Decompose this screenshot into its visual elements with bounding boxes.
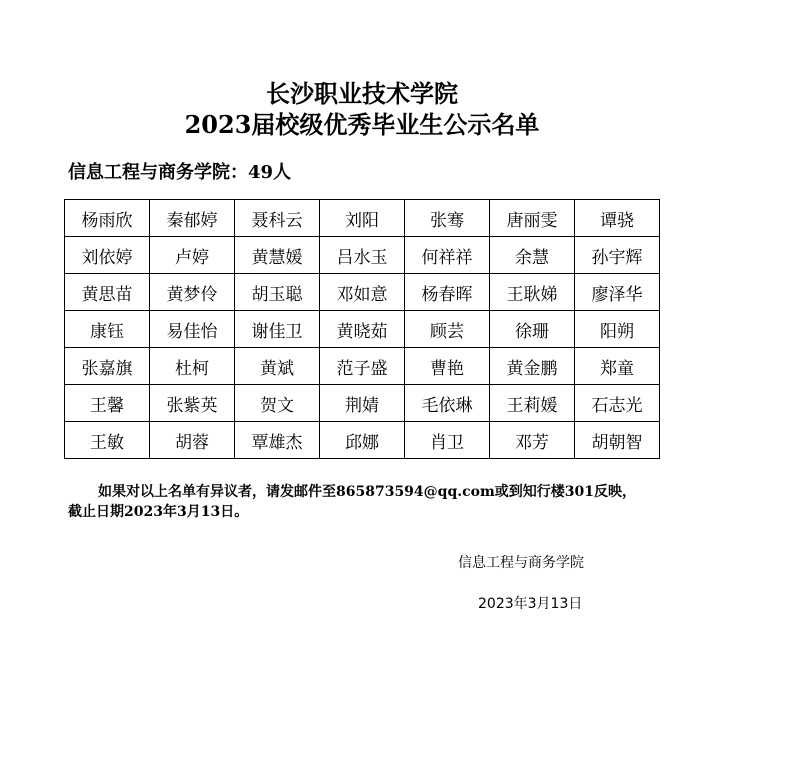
name-cell: 覃雄杰 [235,422,320,459]
names-table [64,199,660,459]
name-cell: 廖泽华 [575,274,660,311]
name-cell: 邱娜 [320,422,405,459]
name-cell: 胡玉聪 [235,274,320,311]
name-cell: 贺文 [235,385,320,422]
name-cell: 邓如意 [320,274,405,311]
name-cell: 郑童 [575,348,660,385]
name-cell: 杨春晖 [405,274,490,311]
name-cell: 荆婧 [320,385,405,422]
name-cell: 杜柯 [150,348,235,385]
table-row [65,348,660,385]
document-title: 长沙职业技术学院 [266,79,458,108]
name-cell: 黄晓茹 [320,311,405,348]
name-cell: 黄斌 [235,348,320,385]
name-cell: 王耿娣 [490,274,575,311]
name-cell: 石志光 [575,385,660,422]
name-cell: 谭骁 [575,200,660,237]
signature-date: 2023年3月13日 [478,596,583,612]
name-cell: 易佳怡 [150,311,235,348]
name-cell: 黄梦伶 [150,274,235,311]
table-row [65,200,660,237]
name-cell: 胡朝智 [575,422,660,459]
name-cell: 张骞 [405,200,490,237]
name-cell: 黄慧媛 [235,237,320,274]
table-row [65,311,660,348]
name-cell: 黄思苗 [65,274,150,311]
name-cell: 康钰 [65,311,150,348]
name-cell: 黄金鹏 [490,348,575,385]
name-cell: 曹艳 [405,348,490,385]
name-cell: 秦郁婷 [150,200,235,237]
name-cell: 杨雨欣 [65,200,150,237]
signature-organization: 信息工程与商务学院 [458,555,584,571]
table-row [65,274,660,311]
name-cell: 张紫英 [150,385,235,422]
table-row [65,237,660,274]
name-cell: 唐丽雯 [490,200,575,237]
names-table-body [65,200,660,459]
name-cell: 聂科云 [235,200,320,237]
name-cell: 何祥祥 [405,237,490,274]
name-cell: 张嘉旗 [65,348,150,385]
table-row [65,385,660,422]
name-cell: 毛依琳 [405,385,490,422]
name-cell: 吕水玉 [320,237,405,274]
name-cell: 刘阳 [320,200,405,237]
name-cell: 王莉媛 [490,385,575,422]
name-cell: 王馨 [65,385,150,422]
name-cell: 王敏 [65,422,150,459]
name-cell: 徐珊 [490,311,575,348]
objection-notice: 如果对以上名单有异议者，请发邮件至865873594@qq.com或到知行楼301反映，截止日期2023年3月13日。 [68,484,637,520]
name-cell: 刘依婷 [65,237,150,274]
department-label: 信息工程与商务学院：49人 [68,162,292,183]
document-subtitle: 2023届校级优秀毕业生公示名单 [184,110,540,139]
name-cell: 胡蓉 [150,422,235,459]
name-cell: 余慧 [490,237,575,274]
name-cell: 谢佳卫 [235,311,320,348]
name-cell: 卢婷 [150,237,235,274]
name-cell: 邓芳 [490,422,575,459]
name-cell: 阳朔 [575,311,660,348]
name-cell: 范子盛 [320,348,405,385]
table-row [65,422,660,459]
name-cell: 顾芸 [405,311,490,348]
name-cell: 孙宇辉 [575,237,660,274]
name-cell: 肖卫 [405,422,490,459]
